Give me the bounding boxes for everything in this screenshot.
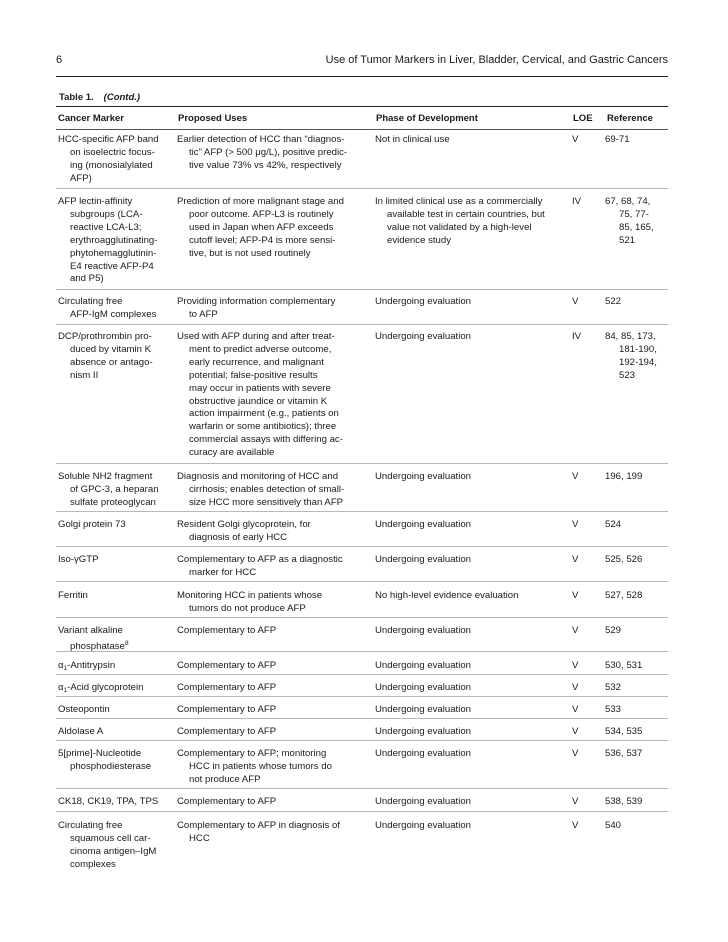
cell-reference-line: 521 [619, 234, 636, 246]
cell-proposed-uses-line: Diagnosis and monitoring of HCC and [177, 471, 339, 482]
cell-cancer-marker [58, 296, 174, 322]
cell-reference [605, 820, 667, 833]
cell-cancer-marker [58, 796, 174, 809]
cell-proposed-uses-line: Complementary to AFP as a diagnostic [177, 554, 343, 565]
cell-cancer-marker-line: ing (monosialylated [70, 159, 153, 171]
running-title: Use of Tumor Markers in Liver, Bladder, Cervical, and Gastric Cancers [325, 54, 668, 66]
cell-cancer-marker-line [58, 638, 174, 654]
cell-reference [605, 554, 667, 567]
cell-proposed-uses-line: Complementary to AFP [177, 796, 277, 807]
cell-reference [605, 748, 667, 761]
col-header-uses: Proposed Uses [178, 113, 248, 124]
cell-proposed-uses [177, 820, 373, 846]
cell-cancer-marker-line: Aldolase A [58, 726, 104, 737]
cell-cancer-marker-line: sulfate proteoglycan [70, 496, 156, 508]
cell-phase-line: Undergoing evaluation [375, 471, 472, 482]
cell-proposed-uses-line: poor outcome. AFP-L3 is routinely [189, 208, 334, 220]
cell-loe: V [572, 519, 579, 530]
cell-phase-line: Undergoing evaluation [375, 625, 472, 636]
cell-reference [605, 590, 667, 603]
cell-cancer-marker-line: reactive LCA-L3; [70, 221, 142, 233]
cell-reference-line: 181-190, [619, 343, 657, 355]
cell-proposed-uses-line: ment to predict adverse outcome, [189, 343, 332, 355]
cell-proposed-uses-line: obstructive jaundice or vitamin K [189, 395, 328, 407]
cell-cancer-marker-line: AFP-IgM complexes [70, 308, 157, 320]
cell-phase [375, 660, 571, 673]
cell-proposed-uses-line: tic” AFP (> 500 μg/L), positive predic- [189, 146, 348, 158]
cell-cancer-marker-line: of GPC-3, a heparan [70, 483, 159, 495]
cell-proposed-uses-line: cutoff level; AFP-P4 is more sensi- [189, 234, 336, 246]
cell-reference [605, 726, 667, 739]
cell-proposed-uses-line: tive, but is not used routinely [189, 247, 311, 259]
row-divider [56, 511, 668, 512]
cell-phase-line: Undergoing evaluation [375, 296, 472, 307]
cell-proposed-uses [177, 590, 373, 616]
cell-proposed-uses [177, 471, 373, 510]
cell-reference-line: 533 [605, 704, 622, 715]
cell-phase [375, 726, 571, 739]
cell-cancer-marker-line: nism II [70, 369, 99, 381]
cell-reference-line: 534, 535 [605, 726, 643, 737]
cell-loe: IV [572, 196, 582, 207]
cell-proposed-uses-line: Complementary to AFP [177, 625, 277, 636]
cell-proposed-uses [177, 682, 373, 695]
cell-phase-line: Undergoing evaluation [375, 660, 472, 671]
cell-phase-line: available test in certain countries, but [387, 208, 545, 220]
cell-cancer-marker [58, 726, 174, 739]
cell-proposed-uses [177, 660, 373, 673]
cell-proposed-uses-line: tumors do not produce AFP [189, 602, 306, 614]
cell-reference-line: 69-71 [605, 134, 630, 145]
cell-proposed-uses [177, 704, 373, 717]
cell-cancer-marker-line: subgroups (LCA- [70, 208, 143, 220]
cell-cancer-marker [58, 590, 174, 603]
col-header-reference: Reference [607, 113, 653, 124]
cell-loe: V [572, 820, 579, 831]
cell-proposed-uses [177, 554, 373, 580]
cell-phase [375, 625, 571, 638]
cell-proposed-uses-line: Complementary to AFP [177, 682, 277, 693]
cell-proposed-uses [177, 625, 373, 638]
row-divider [56, 463, 668, 464]
cell-phase [375, 519, 571, 532]
cell-proposed-uses [177, 519, 373, 545]
cell-reference-line: 530, 531 [605, 660, 643, 671]
cell-proposed-uses [177, 134, 373, 173]
cell-cancer-marker-line: 5[prime]-Nucleotide [58, 748, 142, 759]
cell-cancer-marker [58, 471, 174, 510]
cell-reference-line: 75, 77- [619, 208, 649, 220]
row-divider [56, 617, 668, 618]
cell-loe: V [572, 590, 579, 601]
cell-loe: V [572, 134, 579, 145]
cell-cancer-marker-line: Iso-γGTP [58, 554, 99, 565]
cell-phase-line: evidence study [387, 234, 451, 246]
cell-cancer-marker-line [58, 682, 174, 698]
cell-reference [605, 331, 667, 383]
cell-proposed-uses-line: Providing information complementary [177, 296, 336, 307]
cell-proposed-uses-line: Complementary to AFP [177, 704, 277, 715]
cell-cancer-marker-line: Osteopontin [58, 704, 110, 715]
running-header [56, 54, 668, 70]
cell-proposed-uses-line: size HCC more sensitively than AFP [189, 496, 344, 508]
cell-phase [375, 134, 571, 147]
col-header-marker: Cancer Marker [58, 113, 125, 124]
cell-proposed-uses-line: Monitoring HCC in patients whose [177, 590, 323, 601]
row-divider [56, 740, 668, 741]
cell-reference-line: 527, 528 [605, 590, 643, 601]
header-bottom-rule [56, 129, 668, 130]
header-rule [56, 76, 668, 77]
cell-loe: V [572, 625, 579, 636]
cell-loe: V [572, 660, 579, 671]
cell-phase [375, 820, 571, 833]
cell-phase [375, 748, 571, 761]
cell-proposed-uses-line: Used with AFP during and after treat- [177, 331, 335, 342]
cell-reference-line: 67, 68, 74, [605, 196, 651, 207]
cell-proposed-uses-line: cirrhosis; enables detection of small- [189, 483, 345, 495]
cell-proposed-uses-line: tive value 73% vs 42%, respectively [189, 159, 342, 171]
cell-proposed-uses-line: to AFP [189, 308, 218, 320]
marker-subscript: 1 [63, 687, 68, 694]
row-divider [56, 188, 668, 189]
cell-cancer-marker-line: and P5) [70, 273, 104, 285]
cell-reference [605, 134, 667, 147]
cell-cancer-marker-line: Golgi protein 73 [58, 519, 126, 530]
cell-proposed-uses [177, 748, 373, 787]
table-top-rule [56, 106, 668, 107]
cell-phase-line: Undergoing evaluation [375, 331, 472, 342]
cell-proposed-uses-line: used in Japan when AFP exceeds [189, 221, 334, 233]
cell-phase-line: Undergoing evaluation [375, 554, 472, 565]
cell-reference [605, 625, 667, 638]
cell-reference [605, 471, 667, 484]
table-contd: (Contd.) [103, 92, 141, 103]
cell-loe: V [572, 796, 579, 807]
cell-phase-line: Undergoing evaluation [375, 820, 472, 831]
cell-loe: IV [572, 331, 582, 342]
cell-phase-line: Undergoing evaluation [375, 748, 472, 759]
cell-proposed-uses [177, 796, 373, 809]
cell-proposed-uses-line: Prediction of more malignant stage and [177, 196, 344, 207]
cell-cancer-marker-line: Circulating free [58, 296, 123, 307]
cell-reference [605, 796, 667, 809]
cell-reference [605, 519, 667, 532]
cell-cancer-marker [58, 682, 174, 698]
marker-superscript: 8 [124, 639, 129, 647]
row-divider [56, 289, 668, 290]
row-divider [56, 324, 668, 325]
cell-proposed-uses-line: Earlier detection of HCC than “diagnos- [177, 134, 345, 145]
cell-proposed-uses-line: may occur in patients with severe [189, 382, 331, 394]
cell-phase-line: Not in clinical use [375, 134, 450, 145]
cell-cancer-marker-line: absence or antago- [70, 356, 153, 368]
marker-suffix: -Acid glycoprotein [67, 682, 144, 693]
row-divider [56, 581, 668, 582]
marker-subscript: 1 [63, 665, 68, 672]
col-header-phase: Phase of Development [376, 113, 478, 124]
cell-cancer-marker-line: AFP lectin-affinity [58, 196, 133, 207]
cell-proposed-uses-line: potential; false-positive results [189, 369, 318, 381]
cell-reference-line: 538, 539 [605, 796, 643, 807]
cell-cancer-marker-line: erythroagglutinating- [70, 234, 158, 246]
cell-phase-line: Undergoing evaluation [375, 704, 472, 715]
marker-text: phosphatase [70, 640, 125, 652]
row-divider [56, 718, 668, 719]
row-divider [56, 788, 668, 789]
cell-loe: V [572, 748, 579, 759]
cell-reference [605, 704, 667, 717]
cell-proposed-uses-line: diagnosis of early HCC [189, 531, 288, 543]
cell-proposed-uses-line: early recurrence, and malignant [189, 356, 324, 368]
marker-prefix: α [58, 660, 64, 671]
cell-proposed-uses-line: HCC in patients whose tumors do [189, 760, 332, 772]
cell-loe: V [572, 554, 579, 565]
cell-reference-line: 536, 537 [605, 748, 643, 759]
cell-phase [375, 331, 571, 344]
cell-loe: V [572, 682, 579, 693]
cell-cancer-marker-line: Soluble NH2 fragment [58, 471, 153, 482]
table-caption [59, 92, 140, 103]
cell-cancer-marker [58, 554, 174, 567]
cell-cancer-marker-line: on isoelectric focus- [70, 146, 155, 158]
row-divider [56, 546, 668, 547]
row-divider [56, 811, 668, 812]
cell-cancer-marker [58, 331, 174, 383]
cell-proposed-uses-line: curacy are available [189, 447, 275, 459]
cell-phase-line: Undergoing evaluation [375, 726, 472, 737]
cell-phase-line: Undergoing evaluation [375, 682, 472, 693]
cell-phase [375, 554, 571, 567]
cell-cancer-marker-line: HCC-specific AFP band [58, 134, 159, 145]
marker-prefix: α [58, 682, 64, 693]
cell-proposed-uses-line: not produce AFP [189, 773, 261, 785]
cell-proposed-uses-line: commercial assays with differing ac- [189, 434, 343, 446]
cell-reference-line: 196, 199 [605, 471, 643, 482]
cell-phase [375, 196, 571, 248]
cell-proposed-uses-line: marker for HCC [189, 566, 257, 578]
table-label: Table 1. [59, 92, 94, 103]
cell-reference-line: 522 [605, 296, 622, 307]
cell-cancer-marker-line: Variant alkaline [58, 625, 123, 636]
cell-proposed-uses-line: warfarin or some antibiotics); three [189, 421, 337, 433]
cell-proposed-uses-line: Complementary to AFP in diagnosis of [177, 820, 340, 831]
cell-phase [375, 704, 571, 717]
cell-phase [375, 796, 571, 809]
cell-cancer-marker-line [58, 660, 174, 676]
cell-reference-line: 525, 526 [605, 554, 643, 565]
cell-cancer-marker-line: duced by vitamin K [70, 343, 152, 355]
cell-cancer-marker [58, 519, 174, 532]
cell-proposed-uses-line: HCC [189, 832, 210, 844]
cell-proposed-uses-line: Complementary to AFP; monitoring [177, 748, 327, 759]
cell-proposed-uses [177, 196, 373, 261]
cell-reference [605, 296, 667, 309]
cell-loe: V [572, 471, 579, 482]
cell-cancer-marker [58, 196, 174, 286]
cell-reference-line: 85, 165, [619, 221, 654, 233]
cell-reference-line: 192-194, [619, 356, 657, 368]
col-header-loe: LOE [573, 113, 593, 124]
cell-proposed-uses [177, 726, 373, 739]
cell-proposed-uses-line: action impairment (e.g., patients on [189, 408, 339, 420]
cell-cancer-marker [58, 134, 174, 186]
cell-cancer-marker-line: CK18, CK19, TPA, TPS [58, 796, 159, 807]
cell-cancer-marker-line: DCP/prothrombin pro- [58, 331, 152, 342]
cell-cancer-marker [58, 660, 174, 676]
cell-reference-line: 532 [605, 682, 622, 693]
cell-cancer-marker-line: cinoma antigen–IgM [70, 845, 157, 857]
cell-phase [375, 471, 571, 484]
cell-proposed-uses-line: Complementary to AFP [177, 726, 277, 737]
cell-cancer-marker [58, 704, 174, 717]
cell-phase-line: In limited clinical use as a commercially [375, 196, 543, 207]
cell-reference [605, 660, 667, 673]
cell-phase [375, 590, 571, 603]
cell-proposed-uses [177, 331, 373, 460]
cell-reference-line: 84, 85, 173, [605, 331, 656, 342]
cell-cancer-marker [58, 820, 174, 872]
cell-phase [375, 682, 571, 695]
cell-cancer-marker-line: E4 reactive AFP-P4 [70, 260, 154, 272]
cell-reference-line: 524 [605, 519, 622, 530]
cell-reference-line: 523 [619, 369, 636, 381]
cell-reference-line: 540 [605, 820, 622, 831]
cell-reference [605, 682, 667, 695]
cell-cancer-marker-line: squamous cell car- [70, 832, 151, 844]
cell-phase-line: Undergoing evaluation [375, 519, 472, 530]
marker-suffix: -Antitrypsin [67, 660, 116, 671]
cell-cancer-marker-line: phytohemagglutinin- [70, 247, 157, 259]
cell-proposed-uses [177, 296, 373, 322]
cell-phase [375, 296, 571, 309]
cell-cancer-marker [58, 748, 174, 774]
cell-reference-line: 529 [605, 625, 622, 636]
cell-reference [605, 196, 667, 248]
cell-loe: V [572, 726, 579, 737]
cell-cancer-marker-line: Circulating free [58, 820, 123, 831]
cell-loe: V [572, 704, 579, 715]
cell-proposed-uses-line: Complementary to AFP [177, 660, 277, 671]
cell-phase-line: Undergoing evaluation [375, 796, 472, 807]
cell-loe: V [572, 296, 579, 307]
cell-cancer-marker [58, 625, 174, 654]
page-number: 6 [56, 54, 63, 66]
cell-proposed-uses-line: Resident Golgi glycoprotein, for [177, 519, 311, 530]
cell-cancer-marker-line: Ferritin [58, 590, 88, 601]
cell-cancer-marker-line: AFP) [70, 172, 92, 184]
cell-phase-line: value not validated by a high-level [387, 221, 532, 233]
cell-phase-line: No high-level evidence evaluation [375, 590, 519, 601]
cell-cancer-marker-line: phosphodiesterase [70, 760, 152, 772]
cell-cancer-marker-line: complexes [70, 858, 116, 870]
